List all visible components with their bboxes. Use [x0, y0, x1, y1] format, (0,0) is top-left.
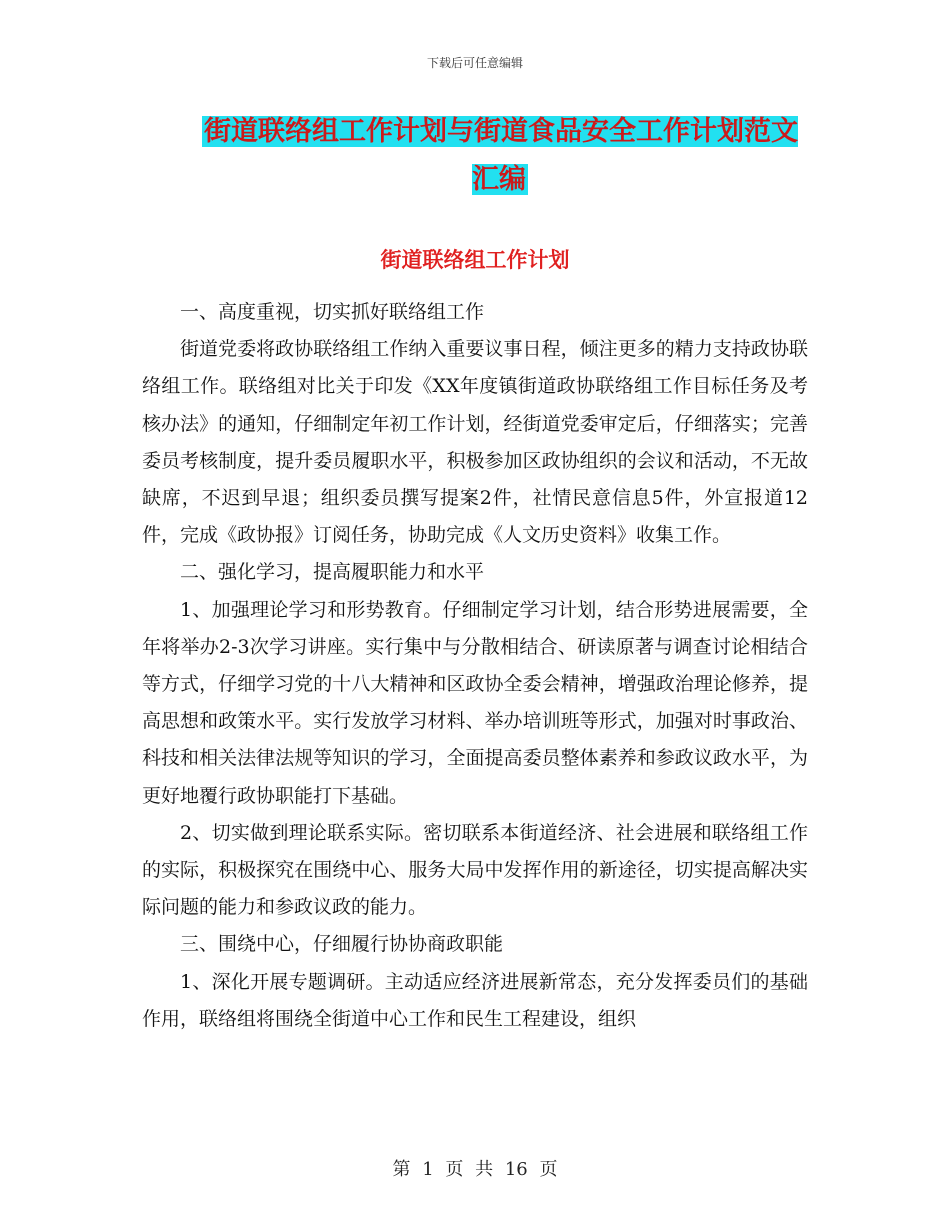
paragraph: 街道党委将政协联络组工作纳入重要议事日程，倾注更多的精力支持政协联络组工作。联络组对比关于印发《XX年度镇街道政协联络组工作目标任务及考核办法》的通知，仔细制定年初工作计划，经街道党委审定后，仔细落实；完善委员考核制度，提升委员履职水平，积极参加区政协组织的会议和活动，不无故缺席，不迟到早退；组织委员撰写提案2件，社情民意信息5件，外宣报道12件，完成《政协报》订阅任务，协助完成《人文历史资料》收集工作。 — [142, 338, 808, 547]
paragraph: 二、强化学习，提高履职能力和水平 — [180, 561, 485, 584]
paragraph: 1、加强理论学习和形势教育。仔细制定学习计划，结合形势进展需要，全年将举办2-3次学习讲座。实行集中与分散相结合、研读原著与调查讨论相结合等方式，仔细学习党的十八大精神和区政协全委会精神，增强政治理论修养，提高思想和政策水平。实行发放学习材料、举办培训班等形式，加强对时事政治、科技和相关法律法规等知识的学习，全面提高委员整体素养和参政议政水平，为更好地覆行政协职能打下基础。 — [142, 598, 808, 807]
header-note: 下载后可任意编辑 — [426, 56, 523, 70]
section-title: 街道联络组工作计划 — [380, 248, 570, 272]
document-title — [190, 108, 810, 204]
page-footer: 第 1 页 共 16 页 — [392, 1159, 558, 1180]
document-title-text: 街道联络组工作计划与街道食品安全工作计划范文汇编 — [204, 116, 798, 195]
paragraph: 1、深化开展专题调研。主动适应经济进展新常态，充分发挥委员们的基础作用，联络组将围绕全街道中心工作和民生工程建设，组织 — [142, 970, 808, 1030]
paragraph: 一、高度重视，切实抓好联络组工作 — [180, 301, 485, 323]
paragraph: 三、围绕中心，仔细履行协协商政职能 — [180, 933, 504, 956]
document-body — [142, 294, 808, 1038]
paragraph: 2、切实做到理论联系实际。密切联系本街道经济、社会进展和联络组工作的实际，积极探究在围绕中心、服务大局中发挥作用的新途径，切实提高解决实际问题的能力和参政议政的能力。 — [142, 821, 808, 919]
